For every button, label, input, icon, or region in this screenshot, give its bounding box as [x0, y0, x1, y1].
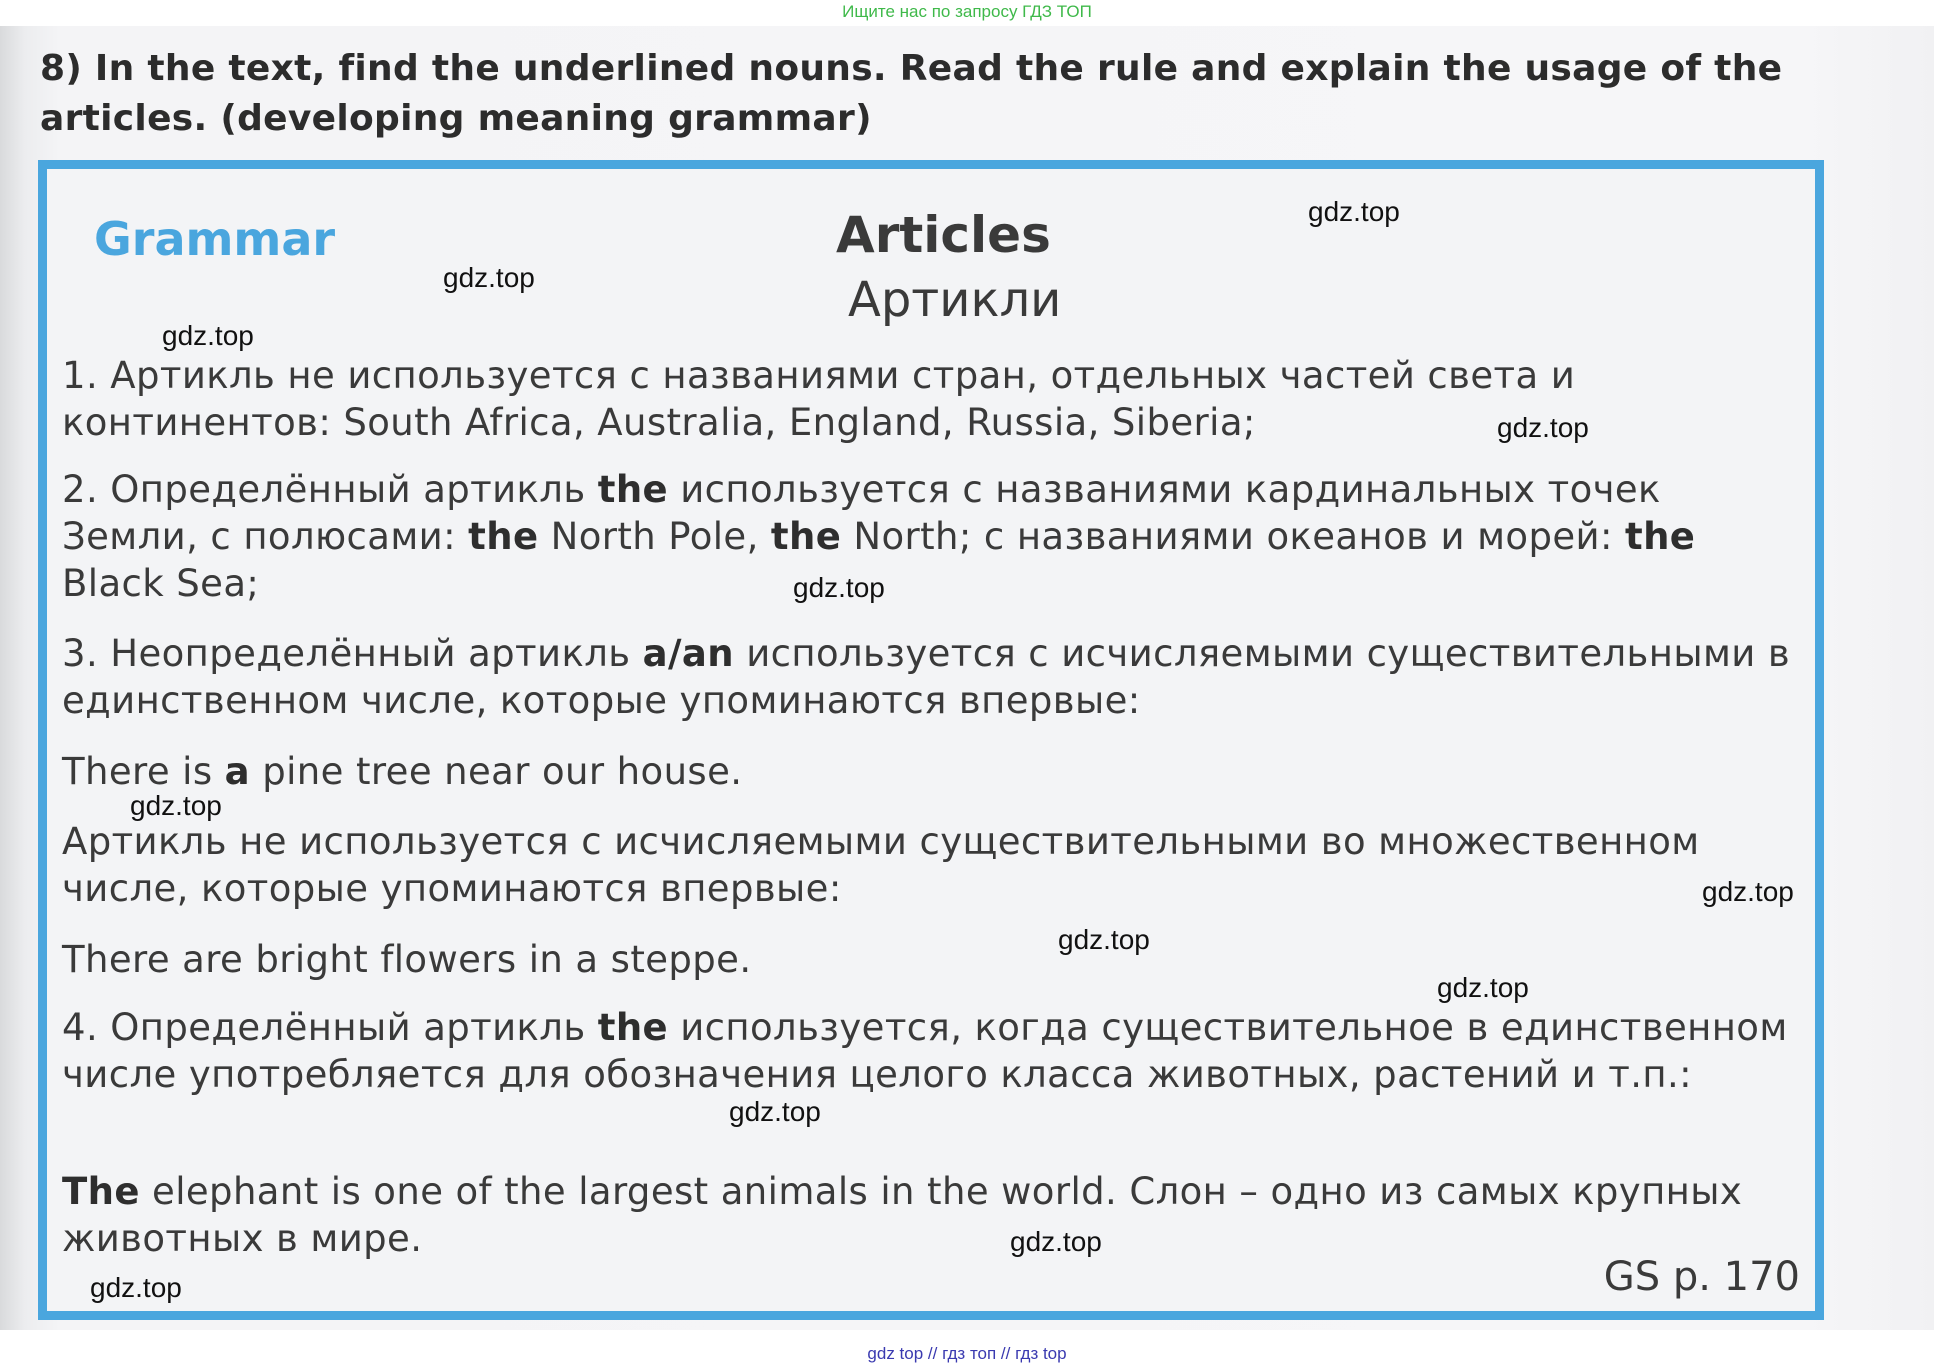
rule-2-text-d: Black Sea;	[62, 562, 260, 605]
watermark: gdz.top	[443, 262, 535, 293]
rule-2-text-c: North; с названиями океанов и морей:	[853, 515, 1613, 558]
title-russian: Артикли	[848, 272, 1062, 328]
rule-2	[62, 466, 1792, 607]
example-1-end: pine tree near our house.	[262, 750, 743, 793]
rule-2-text-a: используется с названиями кардинальных точек Земли, с полюсами:	[62, 468, 1661, 558]
watermark: gdz.top	[1308, 196, 1400, 227]
article-the: the	[1624, 515, 1696, 558]
rule-2-intro: 2. Определённый артикль	[62, 468, 586, 511]
example-3-text: elephant is one of the largest animals in the world. Слон – одно из самых крупных животных в мире.	[62, 1170, 1743, 1260]
rule-3-text: используется с исчисляемыми существительными в единственном числе, которые упоминаются впервые:	[62, 632, 1791, 722]
article-the: the	[468, 515, 539, 558]
watermark: gdz.top	[1702, 876, 1794, 907]
example-1-start: There is	[62, 750, 213, 793]
example-3	[62, 1168, 1792, 1262]
footer-note: gdz top // гдз топ // гдз top	[867, 1344, 1067, 1363]
article-the-capital: The	[62, 1170, 140, 1213]
rule-3b: Артикль не используется с исчисляемыми существительными во множественном числе, которые упоминаются впервые:	[62, 820, 1700, 910]
top-note: Ищите нас по запросу ГДЗ ТОП	[842, 2, 1092, 21]
article-the: the	[597, 468, 669, 511]
rule-3-intro: 3. Неопределённый артикль	[62, 632, 631, 675]
article-a-an: a/an	[642, 632, 735, 675]
watermark: gdz.top	[729, 1096, 821, 1127]
page-reference: GS p. 170	[1603, 1254, 1800, 1300]
example-2: There are bright flowers in a steppe.	[62, 938, 752, 981]
watermark: gdz.top	[162, 320, 254, 351]
watermark: gdz.top	[130, 790, 222, 821]
title-english: Articles	[836, 206, 1051, 264]
rule-4-text: используется, когда существительное в единственном числе употребляется для обозначения целого класса животных, растений и т.п.:	[62, 1006, 1788, 1096]
article-the: the	[597, 1006, 669, 1049]
article-the: the	[770, 515, 842, 558]
watermark: gdz.top	[1010, 1226, 1102, 1257]
watermark: gdz.top	[90, 1272, 182, 1303]
grammar-box	[38, 160, 1824, 1320]
rule-1: 1. Артикль не используется с названиями стран, отдельных частей света и континентов: South Africa, Australia, England, Russia, Siberia;	[62, 354, 1576, 444]
grammar-label: Grammar	[94, 212, 336, 266]
watermark: gdz.top	[1437, 972, 1529, 1003]
rule-2-text-b: North Pole,	[550, 515, 759, 558]
watermark: gdz.top	[793, 572, 885, 603]
watermark: gdz.top	[1497, 412, 1589, 443]
task-instruction: 8) In the text, find the underlined nouns. Read the rule and explain the usage of the articles. (developing meaning grammar)	[40, 48, 1783, 139]
example-1	[62, 748, 1792, 795]
rule-4	[62, 1004, 1792, 1098]
article-a: a	[224, 750, 251, 793]
rule-3	[62, 630, 1792, 724]
rule-4-intro: 4. Определённый артикль	[62, 1006, 586, 1049]
watermark: gdz.top	[1058, 924, 1150, 955]
